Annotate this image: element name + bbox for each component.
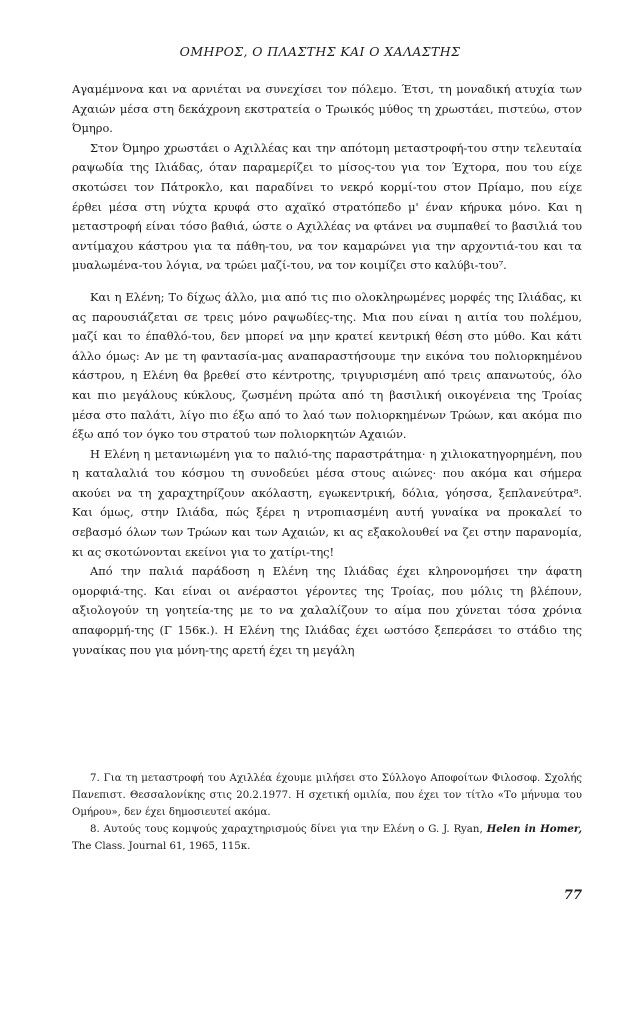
footnote-8: [72, 821, 582, 855]
footnote-8-source: The Class. Journal 61, 1965, 115κ.: [72, 841, 251, 852]
paragraph-1: Αγαμέμνονα και να αρνιέται να συνεχίσει τον πόλεμο. Έτσι, τη μοναδική ατυχία των Αχαιών μέσα στη δεκάχρονη εκστρατεία ο Τρωικός μύθος τη χρωστάει, πιστεύω, στον Όμηρο.: [72, 82, 582, 136]
footnote-7: 7. Για τη μεταστροφή του Αχιλλέα έχουμε μιλήσει στο Σύλλογο Αποφοίτων Φιλοσοφ. Σχολής Πανεπιστ. Θεσσαλονίκης στις 20.2.1977. Η σχετική ομιλία, που έχει τον τίτλο «Το μήνυμα του Ομήρου», δεν έχει δημοσιευτεί ακόμα.: [72, 773, 582, 818]
running-head: ΟΜΗΡΟΣ, Ο ΠΛΑΣΤΗΣ ΚΑΙ Ο ΧΑΛΑΣΤΗΣ: [179, 44, 461, 59]
page-body: [72, 80, 582, 660]
footnote-8-text: 8. Αυτούς τους κομψούς χαραχτηρισμούς δίνει για την Ελένη ο G. J. Ryan,: [90, 824, 487, 835]
paragraph-2: Στον Όμηρο χρωστάει ο Αχιλλέας και την απότομη μεταστροφή-του στην τελευταία ραψωδία της Ιλιάδας, όταν παραμερίζει το μίσος-του για τον Έχτορα, που του είχε σκοτώσει τον Πάτροκλο, και παραδίνει το νεκρό κορμί-του στον Πρίαμο, που είχε έρθει μέσα στη νύχτα κρυφά στο αχαϊκό στρατόπεδο μ' έναν κήρυκα μόνο. Και η μεταστροφή είναι τόσο βαθιά, ώστε ο Αχιλλέας να φτάνει να συμπαθεί το βασιλιά του αντίμαχου κάστρου για τα πάθη-του, να τον καμαρώνει για την αρχοντιά-του και τα μυαλωμένα-του λόγια, να τρώει μαζί-του, να τον κοιμίζει στο καλύβι-του⁷.: [72, 140, 582, 273]
footnote-8-title: Helen in Homer,: [486, 823, 582, 835]
page-number: 77: [563, 888, 582, 903]
footnotes: [72, 770, 582, 855]
paragraph-3: Και η Ελένη; Το δίχως άλλο, μια από τις πιο ολοκληρωμένες μορφές της Ιλιάδας, κι ας παρουσιάζεται σε τρεις μόνο ραψωδίες-της. Μια που είναι η αιτία του πολέμου, μαζί και το έπαθλό-του, δεν μπορεί να μην κρατεί κεντρική θέση στο μύθο. Και κάτι άλλο όμως: Αν με τη φαντασία-μας αναπαραστήσουμε την εικόνα του πολιορκημένου κάστρου, η Ελένη θα βρεθεί στο κέντροτης, τριγυρισμένη από τρεις απανωτούς, όλο και πιο μεγάλους κύκλους, ζωσμένη πρώτα από τη βασιλική οικογένεια της Τροίας μέσα στο παλάτι, λίγο πιο έξω από το λαό των πολιορκημένων Τρώων, και ακόμα πιο έξω από τον όγκο του στρατού των πολιορκητών Αχαιών.: [72, 289, 582, 442]
paragraph-5: Από την παλιά παράδοση η Ελένη της Ιλιάδας έχει κληρονομήσει την άφατη ομορφιά-της. Και είναι οι ανέραστοι γέροντες της Τροίας, που μόλις τη βλέπουν, αξιολογούν τη γοητεία-της με το να χαλαλίζουν το αίμα που χύνεται τόσα χρόνια απαφορμή-της (Γ 156κ.). Η Ελένη της Ιλιάδας έχει ωστόσο ξεπεράσει το στάδιο της γυναίκας που για μόνη-της αρετή έχει τη μεγάλη: [72, 564, 582, 657]
paragraph-4: Η Ελένη η μετανιωμένη για το παλιό-της παραστράτημα· η χιλιοκατηγορημένη, που η καταλαλιά του κόσμου τη συνοδεύει μέσα στους αιώνες· που ακόμα και σήμερα ακούει να τη χαραχτηρίζουν ακόλαστη, εγωκεντρική, δόλια, γόησσα, ξεπλανεύτρα⁸. Και όμως, στην Ιλιάδα, πώς ξέρει η ντροπιασμένη αυτή γυναίκα να προκαλεί το σεβασμό όλων των Τρώων και των Αχαιών, κι ας εξακολουθεί να ζει στην παρανομία, κι ας σκοτώνονται εκείνοι για το χατίρι-της!: [72, 446, 582, 559]
